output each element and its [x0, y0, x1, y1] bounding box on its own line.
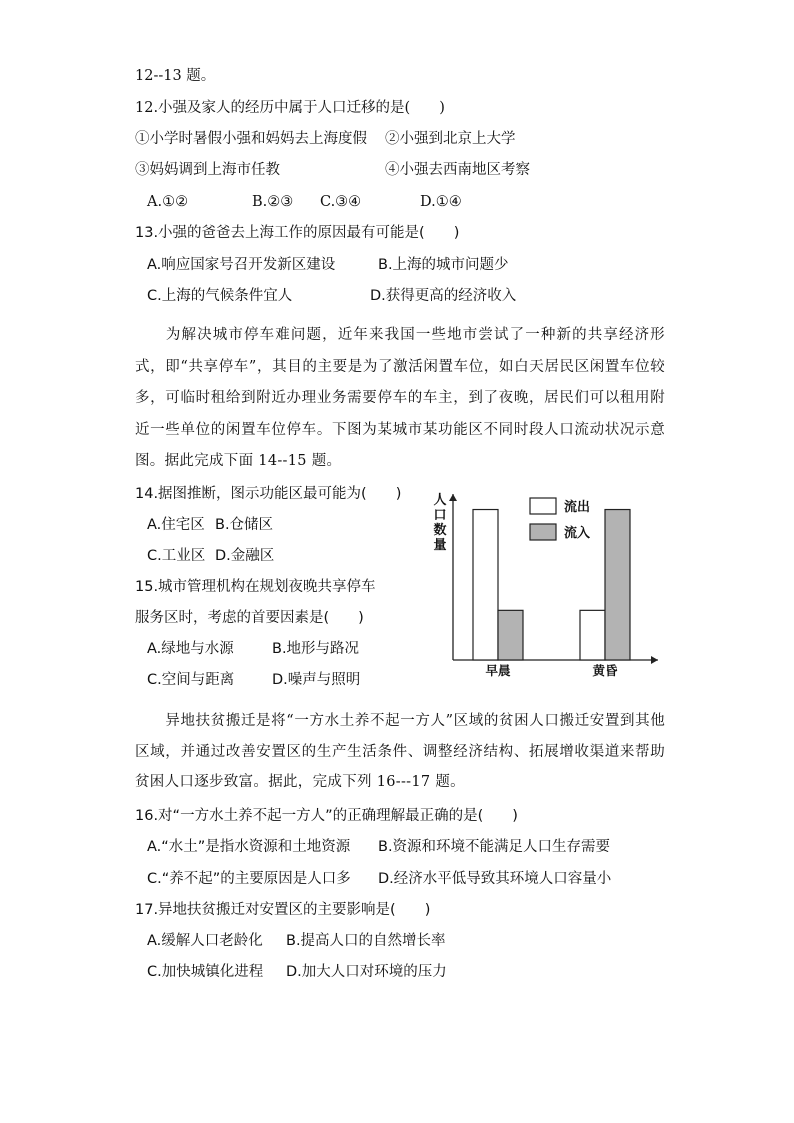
- q15-stem-line2: 服务区时，考虑的首要因素是( ): [135, 610, 364, 626]
- q15-option-c[interactable]: C.空间与距离: [147, 672, 235, 688]
- q16-option-d[interactable]: D.经济水平低导致其环境人口容量小: [378, 871, 612, 887]
- q13-stem: 13.小强的爸爸去上海工作的原因最有可能是( ): [135, 225, 460, 241]
- q14-option-c[interactable]: C.工业区: [147, 548, 206, 564]
- x-axis-arrow-icon: [651, 656, 658, 664]
- q17-option-d[interactable]: D.加大人口对环境的压力: [286, 964, 447, 980]
- q13-option-a[interactable]: A.响应国家号召开发新区建设: [147, 257, 336, 273]
- q13-option-c[interactable]: C.上海的气候条件宜人: [147, 288, 293, 304]
- q15-option-b[interactable]: B.地形与路况: [272, 641, 360, 657]
- y-axis-arrow-icon: [449, 494, 457, 501]
- q14-option-a[interactable]: A.住宅区: [147, 517, 205, 533]
- y-axis-label-char: 口: [433, 508, 447, 523]
- legend-swatch-1: [530, 524, 556, 540]
- q13-option-b[interactable]: B.上海的城市问题少: [378, 257, 509, 273]
- bar-inflow-1: [605, 510, 630, 660]
- q16-option-c[interactable]: C.“养不起”的主要原因是人口多: [147, 871, 351, 887]
- bar-outflow-0: [473, 510, 498, 660]
- q15-stem-line1: 15.城市管理机构在规划夜晚共享停车: [135, 579, 376, 595]
- y-axis-label-char: 人: [433, 493, 447, 508]
- q14-option-d[interactable]: D.金融区: [215, 548, 275, 564]
- q13-option-d[interactable]: D.获得更高的经济收入: [370, 288, 517, 304]
- q12-item-3: ③妈妈调到上海市任教: [135, 162, 280, 178]
- q12-option-b[interactable]: B.②③: [252, 194, 294, 210]
- population-flow-chart: [418, 482, 668, 682]
- q12-option-c[interactable]: C.③④: [320, 194, 362, 210]
- passage-shared-parking-text: 为解决城市停车难问题，近年来我国一些地市尝试了一种新的共享经济形式，即“共享停车”，其目的主要是为了激活闲置车位，如白天居民区闲置车位较多，可临时租给到附近办理业务需要停车的车主，到了夜晚，居民们可以租用附近一些单位的闲置车位停车。下图为某城市某功能区不同时段人口流动状况示意图。据此完成下面 14--15 题。: [135, 327, 665, 469]
- passage-poverty-relocation-text: 异地扶贫搬迁是将“一方水土养不起一方人”区域的贫困人口搬迁安置到其他区域，并通过改善安置区的生产生活条件、调整经济结构、拓展增收渠道来帮助贫困人口逐步致富。据此，完成下列 16---17 题。: [135, 713, 665, 790]
- bar-outflow-1: [580, 610, 605, 660]
- q12-item-1: ①小学时暑假小强和妈妈去上海度假: [135, 131, 367, 147]
- q14-option-b[interactable]: B.仓储区: [215, 517, 274, 533]
- x-tick-label: 早晨: [485, 663, 511, 678]
- bar-inflow-0: [498, 610, 523, 660]
- q12-item-4: ④小强去西南地区考察: [385, 162, 530, 178]
- q12-option-a[interactable]: A.①②: [147, 194, 189, 210]
- q17-stem: 17.异地扶贫搬迁对安置区的主要影响是( ): [135, 902, 431, 918]
- q12-option-d[interactable]: D.①④: [420, 194, 462, 210]
- q16-option-b[interactable]: B.资源和环境不能满足人口生存需要: [378, 839, 611, 855]
- passage-poverty-relocation: [135, 706, 665, 798]
- q17-option-a[interactable]: A.缓解人口老龄化: [147, 933, 263, 949]
- intro-line: 12--13 题。: [135, 68, 216, 84]
- q15-option-d[interactable]: D.噪声与照明: [272, 672, 361, 688]
- x-tick-label: 黄昏: [592, 663, 618, 678]
- legend-swatch-0: [530, 498, 556, 514]
- y-axis-label-char: 数: [433, 523, 447, 538]
- q12-stem: 12.小强及家人的经历中属于人口迁移的是( ): [135, 100, 445, 116]
- q17-option-c[interactable]: C.加快城镇化进程: [147, 964, 264, 980]
- q16-stem: 16.对“一方水土养不起一方人”的正确理解最正确的是( ): [135, 808, 518, 824]
- legend-label: 流入: [564, 526, 591, 541]
- q16-option-a[interactable]: A.“水土”是指水资源和土地资源: [147, 839, 351, 855]
- q12-item-2: ②小强到北京上大学: [385, 131, 516, 147]
- y-axis-label-char: 量: [433, 538, 447, 553]
- q17-option-b[interactable]: B.提高人口的自然增长率: [286, 933, 446, 949]
- passage-shared-parking: [135, 320, 665, 478]
- q15-option-a[interactable]: A.绿地与水源: [147, 641, 234, 657]
- legend-label: 流出: [564, 500, 591, 515]
- q14-stem: 14.据图推断，图示功能区最可能为( ): [135, 486, 402, 502]
